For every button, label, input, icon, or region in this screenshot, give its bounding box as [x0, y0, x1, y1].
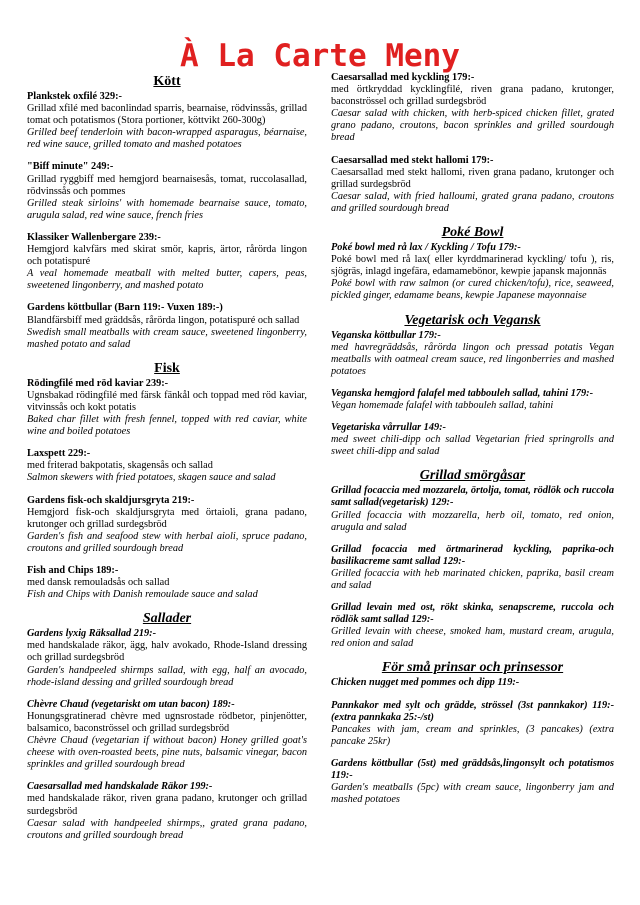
- item-english-description: Garden's fish and seafood stew with herbal aioli, spruce padano, croutons and grilled sourdough bread: [27, 530, 307, 554]
- item-english-description: Grilled steak sirloins' with homemade bearnaise sauce, tomato, arugula salad, red wine sauce, french fries: [27, 197, 307, 221]
- item-name: "Biff minute" 249:-: [27, 161, 114, 173]
- section-heading: Fisk: [154, 360, 180, 376]
- item-description: Blandfärsbiff med gräddsås, rårörda lingon, potatispuré och sallad: [27, 314, 300, 326]
- item-english-description: A veal homemade meatball with melted butter, capers, peas, sweetened lingonberry, and mashed potato: [27, 268, 307, 292]
- item-english-description: med havregräddsås, rårörda lingon och pressad potatis Vegan meatballs with oatmeal cream sauce, red lingonberries and mashed potatoes: [331, 341, 614, 377]
- item-english-description: Poké bowl with raw salmon (or cured chicken/tofu), rice, seaweed, pickled ginger, edamame beans, kewpie Japanese mayonnaise: [331, 278, 614, 302]
- section-heading: Poké Bowl: [441, 225, 504, 241]
- item-english-description: Grilled levain with cheese, smoked ham, mustard cream, arugula, red onion and salad: [331, 626, 614, 650]
- item-english-description: Vegan homemade falafel with tabbouleh sallad, tahini: [331, 399, 554, 411]
- item-description: med handskalade räkor, ägg, halv avokado, Rhode-Island dressing och grillad surdegsbröd: [27, 640, 307, 664]
- menu-item: [331, 602, 614, 650]
- item-description: Grillad xfilé med baconlindad sparris, bearnaise, rödvinssås, grillad tomat och potatismos (Stora portioner, köttvikt 260-300g): [27, 103, 307, 127]
- item-description: med örtkryddad kycklingfilé, riven grana padano, krutonger, baconströssel och grillad surdegsbröd: [331, 84, 614, 108]
- item-description: med dansk remouladsås och sallad: [27, 577, 170, 589]
- item-english-description: Salmon skewers with fried potatoes, skagen sauce and salad: [27, 472, 276, 484]
- section-heading: Vegetarisk och Vegansk: [404, 312, 541, 328]
- left-column: [27, 72, 307, 852]
- item-english-description: Fish and Chips with Danish remoulade sauce and salad: [27, 589, 258, 601]
- item-name: Klassiker Wallenbergare 239:-: [27, 231, 161, 243]
- item-name: Gardens köttbullar (Barn 119:- Vuxen 189:-): [27, 302, 223, 314]
- item-name: Gardens lyxig Räksallad 219:-: [27, 628, 156, 640]
- menu-item: [27, 232, 307, 292]
- menu-item: [27, 161, 307, 221]
- menu-item: [27, 91, 307, 151]
- item-name: Grillad focaccia med örtmarinerad kyckling, paprika-och basilikacreme samt sallad 129:-: [331, 543, 614, 567]
- menu-item: [331, 388, 614, 412]
- item-description: Hemgjord kalvfärs med skirat smör, kapris, ärtor, rårörda lingon och potatispuré: [27, 244, 307, 268]
- menu-item: [27, 495, 307, 555]
- menu-item: [331, 700, 614, 748]
- item-name: Laxspett 229:-: [27, 448, 91, 460]
- menu-item: [27, 302, 307, 350]
- item-name: Chicken nugget med pommes och dipp 119:-: [331, 677, 520, 689]
- item-english-description: Grilled focaccia with mozzarella, herb oil, tomato, red onion, arugula and salad: [331, 509, 614, 533]
- section-heading: Kött: [153, 74, 181, 89]
- item-description: med friterad bakpotatis, skagensås och sallad: [27, 460, 213, 472]
- item-english-description: Caesar salad with handpeeled shirmps,, grated grana padano, croutons and grilled sourdough bread: [27, 817, 307, 841]
- item-name: Veganska köttbullar 179:-: [331, 329, 441, 341]
- item-english-description: Pancakes with jam, cream and sprinkles, (3 pancakes) (extra pancake 25kr): [331, 723, 614, 747]
- item-english-description: Swedish small meatballs with cream sauce, sweetened lingonberry, mashed potato and salad: [27, 326, 307, 350]
- menu-item: [331, 72, 614, 145]
- menu-item: [331, 330, 614, 378]
- item-description: med handskalade räkor, riven grana padano, krutonger och grillad surdegsbröd: [27, 793, 307, 817]
- item-name: Grillad focaccia med mozzarela, örtolja, tomat, rödlök och ruccola samt sallad(vegetarisk) 129:-: [331, 485, 614, 509]
- item-name: Plankstek oxfilé 329:-: [27, 91, 122, 102]
- menu-item: [331, 242, 614, 302]
- item-description: Grillad ryggbiff med hemgjord bearnaisesås, tomat, ruccolasallad, rödvinssås och pommes: [27, 173, 307, 197]
- item-name: Caesarsallad med stekt hallomi 179:-: [331, 154, 494, 166]
- menu-title: À La Carte Meny: [180, 38, 460, 74]
- item-english-description: Grilled beef tenderloin with bacon-wrapped asparagus, béarnaise, red wine sauce, grilled tomato and mashed potatoes: [27, 127, 307, 151]
- menu-item: [27, 448, 307, 484]
- menu-item: [331, 544, 614, 592]
- menu-item: [27, 565, 307, 601]
- item-english-description: Baked char fillet with fresh fennel, topped with red caviar, white wine and boiled potatoes: [27, 414, 307, 438]
- item-name: Grillad levain med ost, rökt skinka, senapscreme, ruccola och rödlök samt sallad 129:-: [331, 602, 614, 626]
- item-name: Rödingfilé med röd kaviar 239:-: [27, 377, 169, 389]
- item-english-description: med sweet chili-dipp och sallad Vegetarian fried springrolls and sweet chili-dipp and salad: [331, 434, 614, 458]
- item-name: Caesarsallad med handskalade Räkor 199:-: [27, 781, 213, 793]
- item-name: Pannkakor med sylt och grädde, strössel (3st pannkakor) 119:- (extra pannkaka 25:-/st): [331, 699, 614, 723]
- item-name: Poké bowl med rå lax / Kyckling / Tofu 179:-: [331, 242, 521, 254]
- menu-item: [331, 758, 614, 806]
- menu-item: [331, 155, 614, 215]
- item-description: Honungsgratinerad chèvre med ugnsrostade rödbetor, pinjenötter, balsamico, baconströssel och grillad surdegsbröd: [27, 710, 307, 734]
- menu-item: [331, 422, 614, 458]
- item-name: Gardens köttbullar (5st) med gräddsås,lingonsylt och potatismos 119:-: [331, 757, 614, 782]
- section-heading: Grillad smörgåsar: [419, 468, 526, 484]
- item-name: Chèvre Chaud (vegetariskt om utan bacon) 189:-: [27, 698, 235, 710]
- item-english-description: Caesar salad with chicken, with herb-spiced chicken fillet, grated grano padano, croutons, bacon sprinkles and grilled sourdough bread: [331, 108, 614, 144]
- section-heading: För små prinsar och prinsessor: [381, 660, 564, 676]
- item-english-description: Chèvre Chaud (vegetarian if without bacon) Honey grilled goat's cheese with oven-roasted beets, pine nuts, balsamic vinegar, bacon sprinkles and grilled sourdough bread: [27, 735, 307, 771]
- section-heading: Sallader: [142, 611, 192, 627]
- item-description: Ugnsbakad rödingfilé med färsk fänkål och toppad med röd kaviar, vitvinssås och kokt potatis: [27, 389, 307, 413]
- item-english-description: Grilled focaccia with heb marinated chicken, paprika, basil cream and salad: [331, 567, 614, 591]
- menu-item: [27, 628, 307, 688]
- item-description: Hemgjord fisk-och skaldjursgryta med örtaioli, grana padano, krutonger och grillad surdegsbröd: [27, 506, 307, 530]
- item-name: Veganska hemgjord falafel med tabbouleh sallad, tahini 179:-: [331, 387, 594, 399]
- menu-item: [27, 781, 307, 841]
- item-english-description: Caesar salad, with fried halloumi, grated grana padano, croutons and grilled sourdough bread: [331, 190, 614, 214]
- item-name: Caesarsallad med kyckling 179:-: [331, 72, 475, 83]
- item-description: Poké bowl med rå lax( eller kyrddmarinerad kyckling/ tofu ), ris, sjögräs, inlagd ingefära, edamamebönor, kewpie japansk majonnäs: [331, 254, 614, 278]
- menu-item: [27, 378, 307, 438]
- item-name: Vegetariska vårrullar 149:-: [331, 422, 446, 434]
- item-description: Caesarsallad med stekt hallomi, riven grana padano, krutonger och grillad surdegsbröd: [331, 166, 614, 190]
- item-english-description: Garden's meatballs (5pc) with cream sauce, lingonberry jam and mashed potatoes: [331, 782, 614, 806]
- item-english-description: Garden's handpeeled shirmps sallad, with egg, half an avocado, rhode-island dessing and grilled sourdough bread: [27, 664, 307, 688]
- right-column: [331, 72, 614, 816]
- item-name: Fish and Chips 189:-: [27, 565, 119, 576]
- menu-item: [27, 699, 307, 772]
- menu-item: [331, 485, 614, 533]
- menu-item: [331, 677, 614, 689]
- item-name: Gardens fisk-och skaldjursgryta 219:-: [27, 494, 195, 506]
